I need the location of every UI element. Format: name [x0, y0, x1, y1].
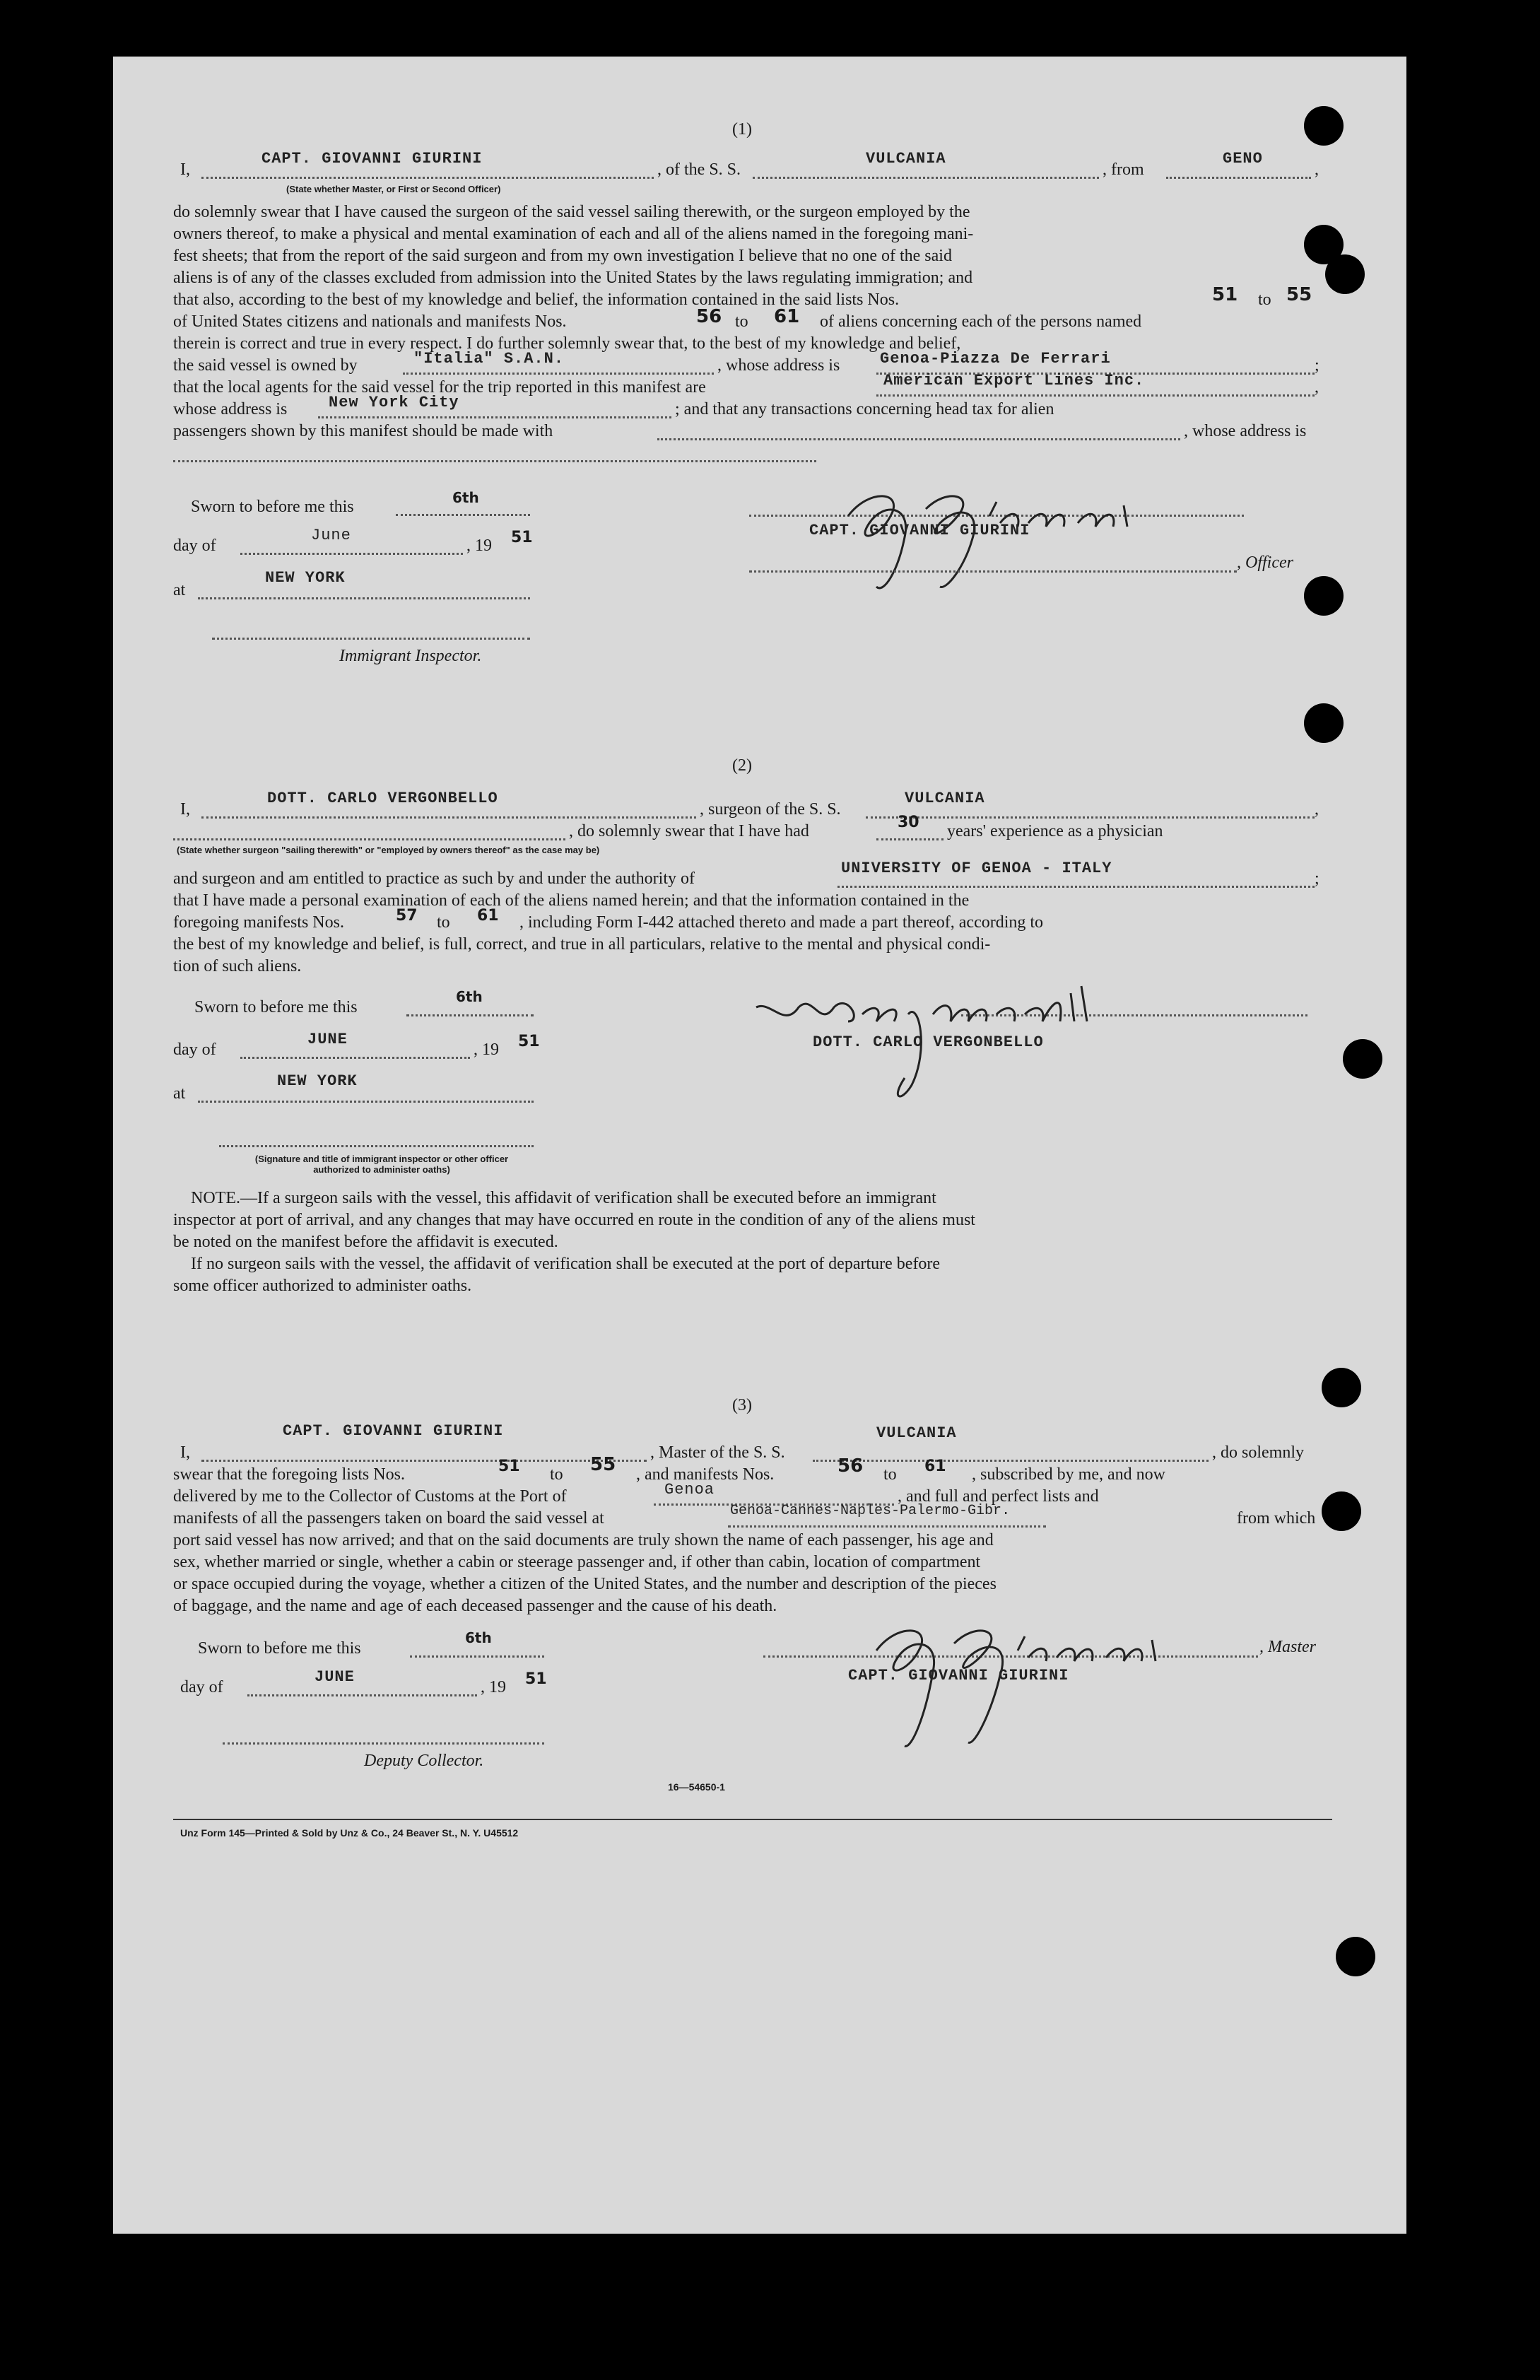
s3-day-of: day of	[180, 1678, 223, 1696]
s1-signer: CAPT. GIOVANNI GIURINI	[809, 522, 1030, 539]
s1-line-3: fest sheets; that from the report of the said surgeon and from my own investigation I believe that no one of the said	[173, 247, 952, 265]
s3-line-7: or space occupied during the voyage, whether a citizen of the United States, and the number and description of the pieces	[173, 1575, 997, 1593]
s2-surgeon-name: DOTT. CARLO VERGONBELLO	[267, 790, 498, 807]
s3-m-from: 56	[837, 1455, 864, 1477]
s1-line-6b: of aliens concerning each of the persons named	[820, 312, 1142, 331]
s1-line-9a: that the local agents for the said vessel for the trip reported in this manifest are	[173, 378, 706, 397]
s3-signer: CAPT. GIOVANNI GIURINI	[848, 1667, 1069, 1684]
s1-month: June	[311, 527, 351, 544]
s2-line-5b: , including Form I-442 attached thereto and made a part thereof, according to	[519, 913, 1044, 932]
s1-officer-name: CAPT. GIOVANNI GIURINI	[261, 150, 483, 168]
s2-line-3b: ;	[1315, 869, 1319, 888]
s2-line-3a: and surgeon and am entitled to practice as such by and under the authority of	[173, 869, 695, 888]
s1-line-11a: passengers shown by this manifest should be made with	[173, 422, 553, 440]
s2-year-prefix: , 19	[474, 1040, 499, 1059]
s2-sworn-day: 6th	[456, 988, 483, 1005]
s2-sworn: Sworn to before me this	[194, 998, 358, 1016]
s3-m-to: 61	[924, 1458, 946, 1475]
s3-l1-end: , do solemnly	[1212, 1443, 1304, 1462]
s2-note-1: NOTE.—If a surgeon sails with the vessel, this affidavit of verification shall be executed before an immigrant	[191, 1189, 936, 1207]
s2-line-2a: , do solemnly swear that I have had	[569, 822, 809, 840]
punch-hole-5	[1304, 703, 1344, 743]
footer-imprint: Unz Form 145—Printed & Sold by Unz & Co., 24 Beaver St., N. Y. U45512	[180, 1827, 519, 1839]
punch-hole-4	[1304, 576, 1344, 616]
s2-note-5: some officer authorized to administer oaths.	[173, 1277, 472, 1295]
s2-authority: UNIVERSITY OF GENOA - ITALY	[841, 860, 1112, 877]
s1-line-10a: whose address is	[173, 400, 288, 418]
s1-line-10b: ; and that any transactions concerning head tax for alien	[675, 400, 1054, 418]
s1-line-6a: of United States citizens and nationals and manifests Nos.	[173, 312, 567, 331]
form-code: 16—54650-1	[668, 1781, 725, 1793]
section-3-number: (3)	[732, 1396, 752, 1414]
s1-agents: American Export Lines Inc.	[883, 372, 1145, 389]
s3-line-2a: swear that the foregoing lists Nos.	[173, 1465, 405, 1484]
s3-master-name: CAPT. GIOVANNI GIURINI	[283, 1422, 504, 1440]
s3-lists-from: 51	[498, 1458, 520, 1475]
s1-manifests-from: 56	[696, 306, 722, 327]
s1-end: ,	[1315, 160, 1319, 179]
s2-year: 51	[518, 1033, 540, 1050]
punch-hole-1	[1304, 106, 1344, 146]
s1-owner: "Italia" S.A.N.	[413, 350, 565, 368]
section-1-number: (1)	[732, 120, 752, 139]
s3-month: JUNE	[315, 1668, 355, 1686]
s1-of-ss: , of the S. S.	[657, 160, 741, 179]
s1-sworn: Sworn to before me this	[191, 498, 354, 516]
s2-i: I,	[180, 800, 190, 819]
s1-line-7: therein is correct and true in every respect. I do further solemnly swear that, to the best of my knowledge and belief,	[173, 334, 961, 353]
s3-m-to-word: to	[883, 1465, 897, 1484]
s1-manifests-to-word: to	[735, 312, 748, 331]
s1-place: NEW YORK	[265, 569, 346, 587]
s2-m-from: 57	[396, 907, 418, 925]
s3-vessel: VULCANIA	[876, 1424, 957, 1442]
s3-ports: Genoa-Cannes-Naples-Palermo-Gibr.	[730, 1503, 1011, 1519]
s2-place: NEW YORK	[277, 1072, 358, 1090]
s3-lists-to-word: to	[550, 1465, 563, 1484]
s1-line-9b: ,	[1315, 378, 1319, 397]
s3-master-label: , Master	[1259, 1638, 1316, 1656]
s1-port: GENO	[1223, 150, 1263, 168]
s2-line-7: tion of such aliens.	[173, 957, 302, 975]
s3-line-4a: manifests of all the passengers taken on board the said vessel at	[173, 1509, 604, 1528]
s2-signer: DOTT. CARLO VERGONBELLO	[813, 1033, 1044, 1051]
s1-lists-to-word: to	[1258, 291, 1271, 309]
s2-m-to-word: to	[437, 913, 450, 932]
s2-subcaption: (State whether surgeon "sailing therewith" or "employed by owners thereof" as the case may be)	[177, 845, 600, 855]
s2-line-5a: foregoing manifests Nos.	[173, 913, 344, 932]
s3-line-8: of baggage, and the name and age of each deceased passenger and the cause of his death.	[173, 1597, 777, 1615]
s1-at: at	[173, 581, 186, 599]
s2-sig-sub	[240, 1154, 523, 1175]
punch-hole-3	[1325, 254, 1365, 294]
s1-lists-to: 55	[1286, 284, 1312, 305]
s1-vessel: VULCANIA	[866, 150, 946, 168]
s2-day-of: day of	[173, 1040, 216, 1059]
s3-sworn-day: 6th	[465, 1629, 492, 1646]
s2-note-2: inspector at port of arrival, and any changes that may have occurred en route in the condition of any of the aliens must	[173, 1211, 975, 1229]
s2-years: 30	[898, 814, 919, 831]
s2-line-6: the best of my knowledge and belief, is full, correct, and true in all particulars, relative to the mental and physical condi-	[173, 935, 991, 954]
s3-line-6: sex, whether married or single, whether a cabin or steerage passenger and, if other than cabin, location of compartment	[173, 1553, 981, 1571]
s2-end: ,	[1315, 800, 1319, 819]
s2-note-3: be noted on the manifest before the affidavit is executed.	[173, 1233, 558, 1251]
s3-of-ss: , Master of the S. S.	[650, 1443, 785, 1462]
s3-i: I,	[180, 1443, 190, 1462]
s2-line-2b: years' experience as a physician	[947, 822, 1163, 840]
s1-subcaption: (State whether Master, or First or Second Officer)	[286, 184, 501, 194]
s3-lists-to: 55	[590, 1454, 616, 1475]
punch-hole-6	[1343, 1039, 1382, 1079]
s1-agents-address: New York City	[329, 394, 459, 411]
s2-line-4: that I have made a personal examination of each of the aliens named herein; and that the information contained in the	[173, 891, 970, 910]
punch-hole-8	[1322, 1491, 1361, 1531]
s2-at: at	[173, 1084, 186, 1103]
s1-i: I,	[180, 160, 190, 179]
document-page	[113, 57, 1406, 2234]
s1-line-8a: the said vessel is owned by	[173, 356, 358, 375]
s2-vessel: VULCANIA	[905, 790, 985, 807]
s2-of-ss: , surgeon of the S. S.	[700, 800, 841, 819]
s1-line-5: that also, according to the best of my knowledge and belief, the information contained in the said lists Nos.	[173, 291, 900, 309]
s1-line-8c: ;	[1315, 356, 1319, 375]
s3-line-5: port said vessel has now arrived; and that on the said documents are truly shown the name of each passenger, his age and	[173, 1531, 994, 1549]
s3-line-3a: delivered by me to the Collector of Customs at the Port of	[173, 1487, 567, 1506]
s1-officer-label: , Officer	[1237, 553, 1293, 572]
s2-sig-sub-text: (Signature and title of immigrant inspector or other officer authorized to administer oaths)	[254, 1154, 509, 1175]
s1-line-4: aliens is of any of the classes excluded from admission into the United States by the laws regulating immigration; and	[173, 269, 973, 287]
s1-day-of: day of	[173, 537, 216, 555]
s1-owner-address: Genoa-Piazza De Ferrari	[880, 350, 1111, 368]
s3-collector: Deputy Collector.	[364, 1752, 484, 1770]
s3-line-2c: , subscribed by me, and now	[972, 1465, 1165, 1484]
s1-year: 51	[511, 529, 533, 546]
punch-hole-7	[1322, 1368, 1361, 1407]
s3-port: Genoa	[664, 1481, 715, 1499]
s3-line-4b: from which	[1237, 1509, 1316, 1528]
s3-line-3b: , and full and perfect lists and	[898, 1487, 1099, 1506]
footer-rule	[173, 1819, 1332, 1820]
s3-line-2b: , and manifests Nos.	[636, 1465, 775, 1484]
s2-note-4: If no surgeon sails with the vessel, the affidavit of verification shall be executed at the port of departure before	[191, 1255, 941, 1273]
s1-sworn-day: 6th	[452, 489, 479, 506]
s1-line-8b: , whose address is	[717, 356, 840, 375]
s1-line-1: do solemnly swear that I have caused the surgeon of the said vessel sailing therewith, or the surgeon employed by the	[173, 203, 970, 221]
s3-year: 51	[525, 1670, 547, 1688]
s1-inspector: Immigrant Inspector.	[339, 647, 482, 665]
s1-line-11b: , whose address is	[1184, 422, 1307, 440]
s3-sworn: Sworn to before me this	[198, 1639, 361, 1658]
s1-manifests-to: 61	[774, 306, 800, 327]
punch-hole-9	[1336, 1937, 1375, 1976]
s1-from: , from	[1103, 160, 1144, 179]
s2-month: JUNE	[307, 1031, 348, 1048]
s1-lists-from: 51	[1212, 284, 1238, 305]
s3-year-prefix: , 19	[481, 1678, 506, 1696]
s1-year-prefix: , 19	[466, 537, 492, 555]
s1-line-2: owners thereof, to make a physical and mental examination of each and all of the aliens named in the foregoing mani-	[173, 225, 974, 243]
s2-m-to: 61	[477, 907, 499, 925]
section-2-number: (2)	[732, 756, 752, 775]
